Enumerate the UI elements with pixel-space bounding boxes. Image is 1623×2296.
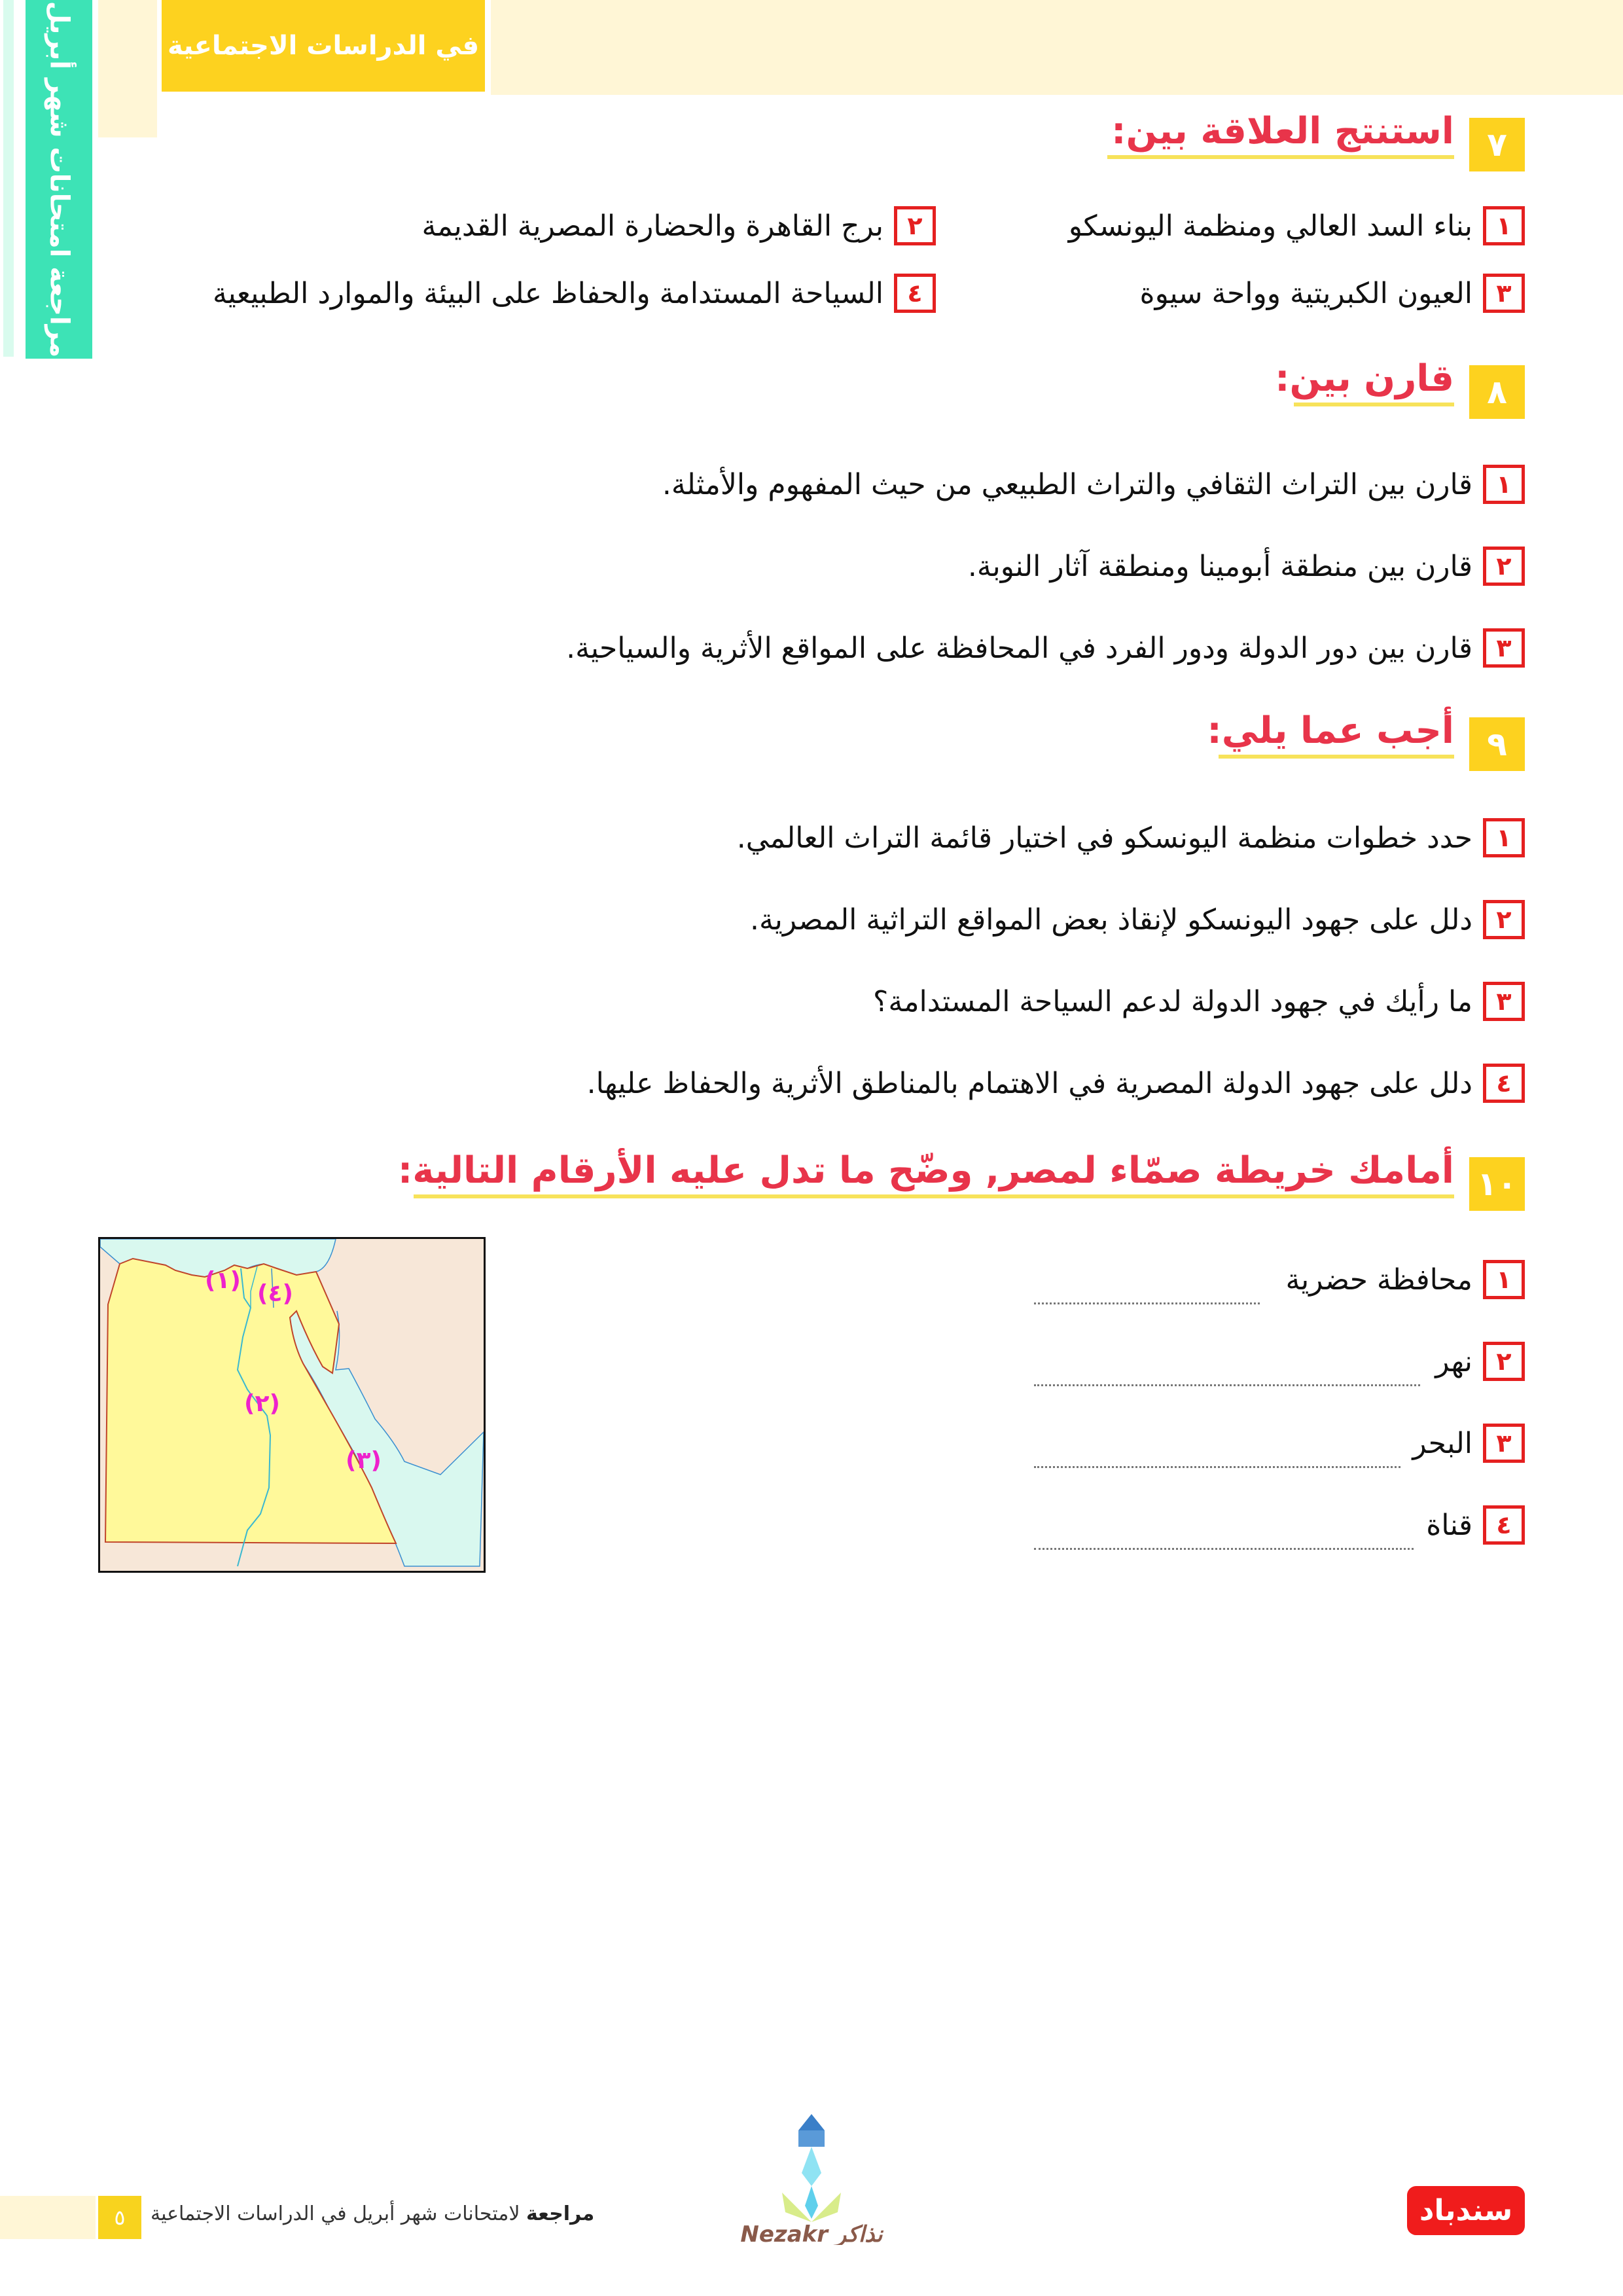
item-number: ٤ <box>1483 1505 1525 1545</box>
map-label-4: (٤) <box>257 1280 293 1307</box>
header-band-right <box>491 0 1623 95</box>
egypt-blank-map <box>98 1237 486 1573</box>
list-item: قارن بين دور الدولة ودور الفرد في المحافظة على المواقع الأثرية والسياحية. <box>566 632 1472 665</box>
item-number: ٤ <box>894 274 936 313</box>
section-8-title: قارن بين: <box>1294 357 1454 406</box>
item-number: ٢ <box>1483 1342 1525 1381</box>
section-8-number: ٨ <box>1469 365 1525 419</box>
section-7-title: استنتج العلاقة بين: <box>1107 110 1454 159</box>
section-9-title: أجب عما يلي: <box>1219 709 1454 759</box>
side-tab-label: مراجعة امتحانات شهر أبريل <box>44 1 74 358</box>
section-7-number: ٧ <box>1469 118 1525 171</box>
item-number: ٢ <box>1483 900 1525 939</box>
item-number: ٣ <box>1483 982 1525 1021</box>
section-10-title: أمامك خريطة صمّاء لمصر, وضّح ما تدل عليه الأرقام التالية: <box>414 1149 1454 1198</box>
section-9-number: ٩ <box>1469 717 1525 771</box>
list-item: برج القاهرة والحضارة المصرية القديمة <box>421 209 883 243</box>
header-band-left <box>98 0 157 137</box>
item-number: ٤ <box>1483 1064 1525 1103</box>
graduate-book-icon <box>720 2108 903 2245</box>
item-number: ١ <box>1483 818 1525 857</box>
sindbad-logo: سندباد <box>1407 2186 1525 2235</box>
list-item: دلل على جهود اليونسكو لإنقاذ بعض المواقع التراثية المصرية. <box>750 903 1472 937</box>
footer-text-rest: لامتحانات شهر أبريل في الدراسات الاجتماعية <box>151 2202 526 2225</box>
answer-line[interactable] <box>1034 1466 1400 1468</box>
item-number: ١ <box>1483 1260 1525 1299</box>
item-number: ٣ <box>1483 1424 1525 1463</box>
item-number: ٣ <box>1483 628 1525 668</box>
answer-line[interactable] <box>1034 1384 1420 1386</box>
list-item: دلل على جهود الدولة المصرية في الاهتمام بالمناطق الأثرية والحفاظ عليها. <box>586 1067 1472 1100</box>
footer-text <box>151 2202 594 2225</box>
item-number: ١ <box>1483 206 1525 245</box>
footer-band <box>0 2196 96 2239</box>
item-number: ١ <box>1483 465 1525 504</box>
list-item: قناة <box>1426 1509 1472 1542</box>
list-item: العيون الكبريتية وواحة سيوة <box>1139 277 1472 310</box>
list-item: قارن بين منطقة أبومينا ومنطقة آثار النوبة. <box>967 550 1472 583</box>
list-item: ما رأيك في جهود الدولة لدعم السياحة المستدامة؟ <box>873 985 1472 1018</box>
list-item: قارن بين التراث الثقافي والتراث الطبيعي من حيث المفهوم والأمثلة. <box>662 468 1472 501</box>
list-item: حدد خطوات منظمة اليونسكو في اختيار قائمة التراث العالمي. <box>736 821 1472 855</box>
page-number: ٥ <box>98 2196 141 2239</box>
header-title: في الدراسات الاجتماعية <box>167 31 480 61</box>
list-item: نهر <box>1435 1345 1472 1378</box>
map-label-1: (١) <box>205 1267 241 1294</box>
answer-line[interactable] <box>1034 1302 1260 1304</box>
footer-text-bold: مراجعة <box>526 2202 595 2225</box>
list-item: بناء السد العالي ومنظمة اليونسكو <box>1068 209 1472 243</box>
list-item: البحر <box>1412 1427 1472 1460</box>
map-drawing <box>100 1239 484 1571</box>
nezakr-logo <box>720 2108 903 2245</box>
map-label-2: (٢) <box>244 1390 280 1417</box>
item-number: ٢ <box>1483 547 1525 586</box>
list-item: السياحة المستدامة والحفاظ على البيئة والموارد الطبيعية <box>212 277 883 310</box>
answer-line[interactable] <box>1034 1548 1414 1550</box>
section-10-number: ١٠ <box>1469 1157 1525 1211</box>
map-label-3: (٣) <box>346 1447 382 1474</box>
side-tab-label-wrap <box>26 0 92 359</box>
side-stripe <box>3 0 14 357</box>
list-item: محافظة حضرية <box>1285 1263 1472 1297</box>
logo-text: Nezakr نذاكر <box>740 2221 883 2245</box>
item-number: ٣ <box>1483 274 1525 313</box>
item-number: ٢ <box>894 206 936 245</box>
header-title-box <box>162 0 485 92</box>
